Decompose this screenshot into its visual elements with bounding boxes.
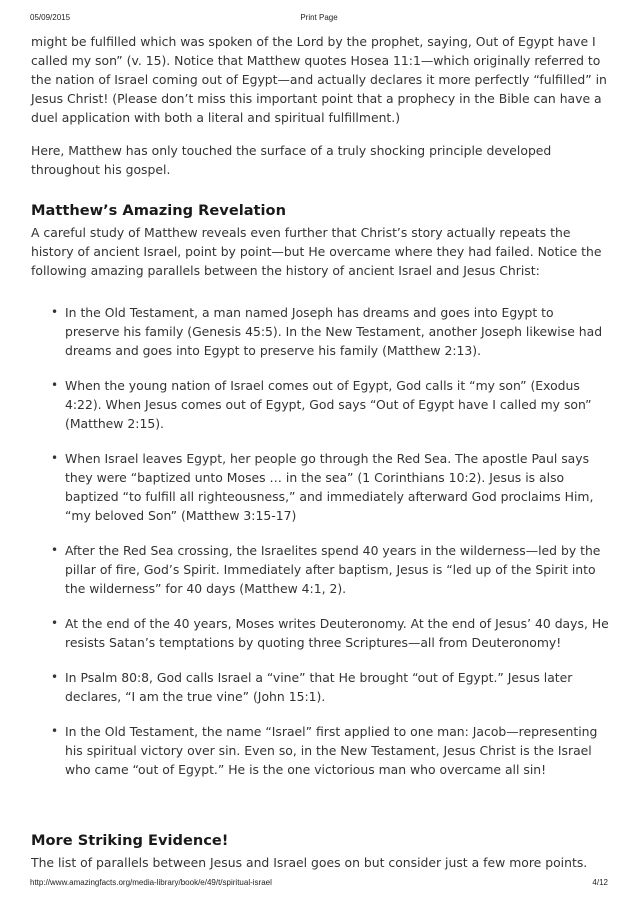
bullet-icon: • [51, 616, 59, 630]
list-item [51, 449, 611, 525]
list-item-text: In the Old Testament, the name “Israel” first applied to one man: Jacob—representing his spiritual victory over sin. Even so, in the New Testament, Jesus Christ is the Israel who came “out of Egypt.” He is the one victorious man who overcame all sin! [65, 724, 598, 777]
print-footer [30, 878, 608, 890]
bullet-icon: • [51, 670, 59, 684]
list-item [51, 303, 611, 360]
section-heading-revelation: Matthew’s Amazing Revelation [31, 202, 286, 219]
list-item [51, 541, 611, 598]
list-item-text: When the young nation of Israel comes out of Egypt, God calls it “my son” (Exodus 4:22). When Jesus comes out of Egypt, God says “Out of Egypt have I called my son” (Matthew 2:15). [65, 378, 592, 431]
bullet-icon: • [51, 378, 59, 392]
print-date: 05/09/2015 [30, 13, 71, 22]
bullet-icon: • [51, 724, 59, 738]
list-item-text: At the end of the 40 years, Moses writes Deuteronomy. At the end of Jesus’ 40 days, He resists Satan’s temptations by quoting three Scriptures—all from Deuteronomy! [65, 616, 609, 650]
list-item-text: After the Red Sea crossing, the Israelites spend 40 years in the wilderness—led by the pillar of fire, God’s Spirit. Immediately after baptism, Jesus is “led up of the Spirit into the wilderness” for 40 days (Matthew 4:1, 2). [65, 543, 601, 596]
print-page-title: Print Page [300, 13, 338, 22]
intro-paragraph-surface: Here, Matthew has only touched the surface of a truly shocking principle developed throughout his gospel. [31, 143, 552, 177]
bullet-icon: • [51, 451, 59, 465]
list-item [51, 376, 611, 433]
source-url-link[interactable]: http://www.amazingfacts.org/media-library/book/e/49/t/spiritual-israel [30, 878, 272, 887]
list-item [51, 722, 611, 779]
list-item-text: In the Old Testament, a man named Joseph has dreams and goes into Egypt to preserve his family (Genesis 45:5). In the New Testament, another Joseph likewise had dreams and goes into Egypt to preserve his family (Matthew 2:13). [65, 305, 603, 358]
page-number: 4/12 [592, 878, 608, 887]
list-item-text: When Israel leaves Egypt, her people go through the Red Sea. The apostle Paul says they were “baptized unto Moses … in the sea” (1 Corinthians 10:2). Jesus is also baptized “to fulfill all righteousness,” and immediately afterward God proclaims Him, “my beloved Son” (Matthew 3:15-17) [65, 451, 594, 523]
bullet-icon: • [51, 543, 59, 557]
print-header [30, 13, 608, 25]
parallels-list [31, 303, 611, 779]
article-content [31, 32, 611, 886]
intro-paragraph-continued: might be fulfilled which was spoken of the Lord by the prophet, saying, Out of Egypt have I called my son” (v. 15). Notice that Matthew quotes Hosea 11:1—which originally referred to the nation of Israel coming out of Egypt—and actually declares it more perfectly “fulfilled” in Jesus Christ! (Please don’t miss this important point that a prophecy in the Bible can have a duel application with both a literal and spiritual fulfillment.) [31, 34, 607, 125]
section-heading-evidence: More Striking Evidence! [31, 832, 229, 849]
list-item [51, 614, 611, 652]
revelation-paragraph: A careful study of Matthew reveals even further that Christ’s story actually repeats the history of ancient Israel, point by point—but He overcame where they had failed. Notice the following amazing parallels between the history of ancient Israel and Jesus Christ: [31, 225, 602, 278]
list-item-text: In Psalm 80:8, God calls Israel a “vine” that He brought “out of Egypt.” Jesus later declares, “I am the true vine” (John 15:1). [65, 670, 573, 704]
bullet-icon: • [51, 305, 59, 319]
evidence-paragraph: The list of parallels between Jesus and Israel goes on but consider just a few more points. [31, 855, 588, 870]
list-item [51, 668, 611, 706]
